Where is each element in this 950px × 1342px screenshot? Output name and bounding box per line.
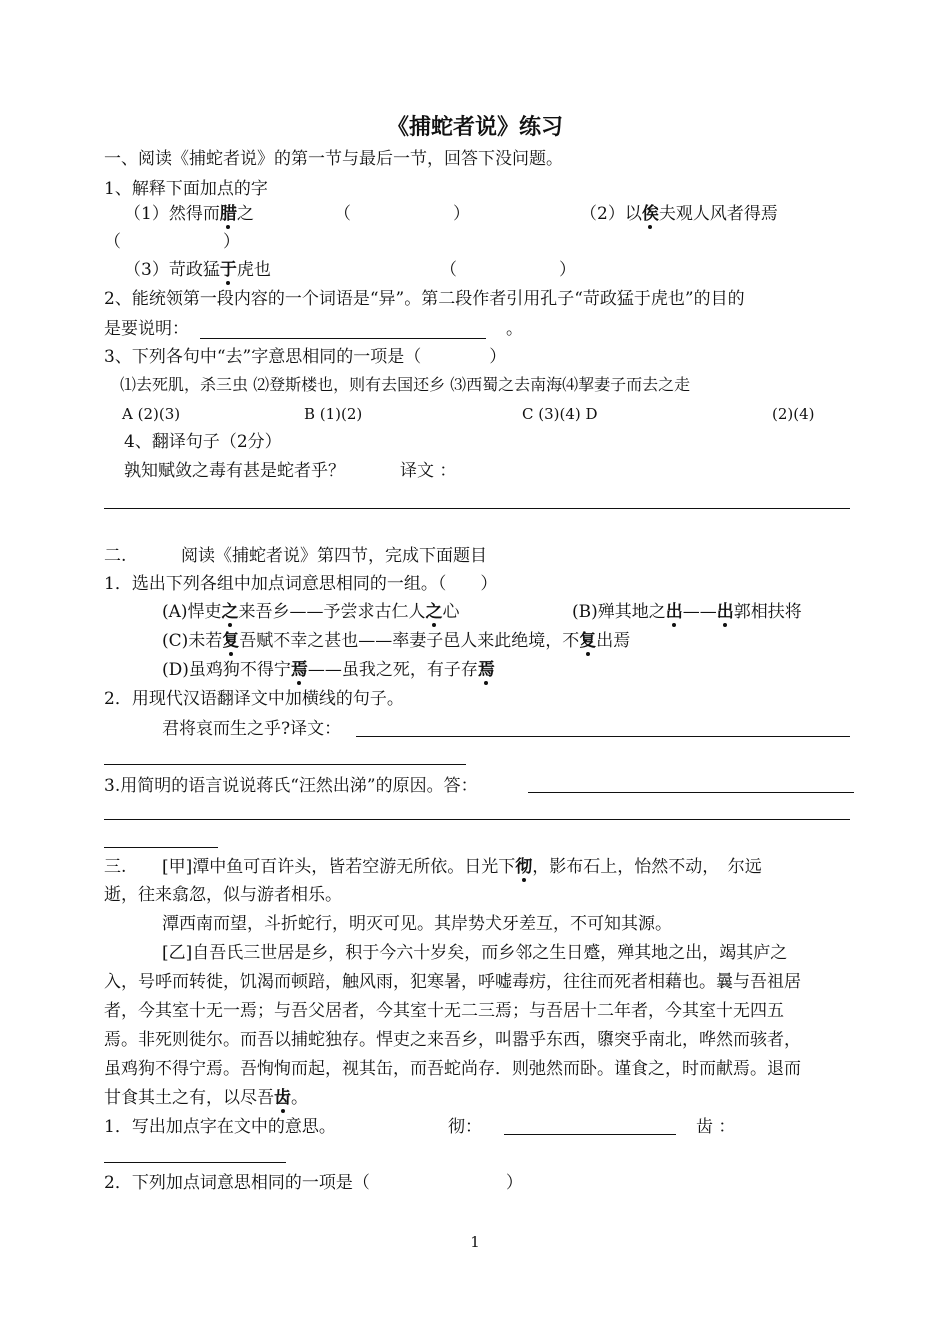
s2-q1-option-c[interactable]: (C)未若复吾赋不幸之甚也——率妻子邑人来此绝境，不复出焉 [162, 631, 631, 651]
q1-stem: 1、解释下面加点的字 [104, 179, 268, 199]
q1-item3-blank[interactable]: （ ） [440, 260, 576, 280]
q3-choice-b[interactable]: B (1)(2) [304, 405, 363, 423]
q2-answer-line[interactable] [200, 338, 486, 339]
s2-q1-option-b[interactable]: (B)殚其地之出——出郭相扶将 [572, 602, 802, 622]
s3-q1-answer-line-a[interactable] [504, 1134, 676, 1135]
s3-passage-b-line: 焉。非死则徙尔。而吾以捕蛇独存。悍吏之来吾乡，叫嚣乎东西，隳突乎南北，哗然而骇者， [104, 1030, 801, 1050]
q3-stem: 3、下列各句中“去”字意思相同的一项是（ ） [104, 347, 507, 367]
s2-q2-sentence: 君将哀而生之乎?译文： [162, 719, 342, 739]
s3-passage-a-para2: 潭西南而望，斗折蛇行，明灭可见。其岸势犬牙差互，不可知其源。 [162, 914, 672, 934]
section2-heading: 阅读《捕蛇者说》第四节，完成下面题目 [181, 546, 487, 566]
q4-answer-line[interactable] [104, 508, 850, 509]
s2-q2-answer-line-2[interactable] [104, 764, 466, 765]
q3-choice-d[interactable]: (2)(4) [772, 405, 815, 423]
s2-q1-option-d[interactable]: (D)虽鸡狗不得宁焉——虽我之死，有子存焉 [162, 660, 495, 680]
s3-passage-b-line: 者，今其室十无一焉；与吾父居者，今其室十无二三焉；与吾居十二年者，今其室十无四五 [104, 1001, 784, 1021]
q2-line2-end: 。 [506, 319, 523, 339]
s3-passage-a-line2: 逝，往来翕忽，似与游者相乐。 [104, 885, 342, 905]
s3-q1-label-a: 彻： [448, 1117, 482, 1137]
s2-q3-stem: 3.用简明的语言说说蒋氏“汪然出涕”的原因。答： [104, 776, 478, 796]
s3-passage-a-line1: [甲]潭中鱼可百许头，皆若空游无所依。日光下彻，影布石上，怡然不动， 尔远 [162, 857, 762, 877]
q2-line2-label: 是要说明： [104, 319, 189, 339]
q3-choice-c[interactable]: C (3)(4) D [522, 405, 598, 423]
q4-stem: 4、翻译句子（2分） [124, 432, 282, 452]
s2-q3-answer-line-2[interactable] [104, 819, 850, 820]
s3-q1-label-b: 齿 ： [696, 1117, 736, 1137]
s2-q3-answer-line-1[interactable] [528, 792, 854, 793]
section2-number: 二. [104, 546, 127, 566]
q1-item2-blank[interactable]: （ ） [104, 232, 240, 252]
section1-heading: 一、阅读《捕蛇者说》的第一节与最后一节，回答下没问题。 [104, 149, 563, 169]
section3-number: 三. [104, 857, 127, 877]
page-title: 《捕蛇者说》练习 [386, 114, 563, 140]
s3-passage-b-last-line: 甘食其土之有，以尽吾齿。 [104, 1088, 308, 1108]
s2-q1-stem: 1．选出下列各组中加点词意思相同的一组。（ ） [104, 574, 498, 594]
s3-q2-stem: 2．下列加点词意思相同的一项是（ ） [104, 1173, 523, 1193]
q3-options: ⑴去死肌，杀三虫 ⑵登斯楼也，则有去国还乡 ⑶西蜀之去南海⑷挈妻子而去之走 [120, 375, 691, 394]
s2-q2-answer-line-1[interactable] [356, 736, 850, 737]
q1-item3: （3）苛政猛于虎也 [124, 260, 271, 280]
q3-choice-a[interactable]: A (2)(3) [122, 405, 181, 423]
q2-line1: 2、能统领第一段内容的一个词语是“异”。第二段作者引用孔子“苛政猛于虎也”的目的 [104, 289, 745, 309]
q1-item2: （2）以俟夫观人风者得焉 [580, 204, 778, 224]
q1-item1: （1）然得而腊之 [124, 204, 254, 224]
page-number: 1 [470, 1233, 480, 1251]
s3-passage-b-line: 入，号呼而转徙，饥渴而顿踣，触风雨，犯寒暑，呼嘘毒疠，往往而死者相藉也。曩与吾祖居 [104, 972, 801, 992]
s3-passage-b-line: [乙]自吾氏三世居是乡，积于今六十岁矣，而乡邻之生日蹙，殚其地之出，竭其庐之 [162, 943, 788, 963]
s2-q3-answer-line-3[interactable] [104, 847, 218, 848]
q4-sentence: 孰知赋敛之毒有甚是蛇者乎？ [124, 461, 345, 481]
s2-q1-option-a[interactable]: (A)悍吏之来吾乡——予尝求古仁人之心 [162, 602, 460, 622]
s3-passage-b-line: 虽鸡狗不得宁焉。吾恂恂而起，视其缶，而吾蛇尚存．则弛然而卧。谨食之，时而献焉。退而 [104, 1059, 801, 1079]
s3-q1-stem: 1．写出加点字在文中的意思。 [104, 1117, 336, 1137]
q4-translation-label: 译文 ： [400, 461, 457, 481]
q1-item1-blank[interactable]: （ ） [334, 204, 470, 224]
s2-q2-stem: 2．用现代汉语翻译文中加横线的句子。 [104, 689, 404, 709]
s3-q1-answer-line-b[interactable] [104, 1162, 286, 1163]
